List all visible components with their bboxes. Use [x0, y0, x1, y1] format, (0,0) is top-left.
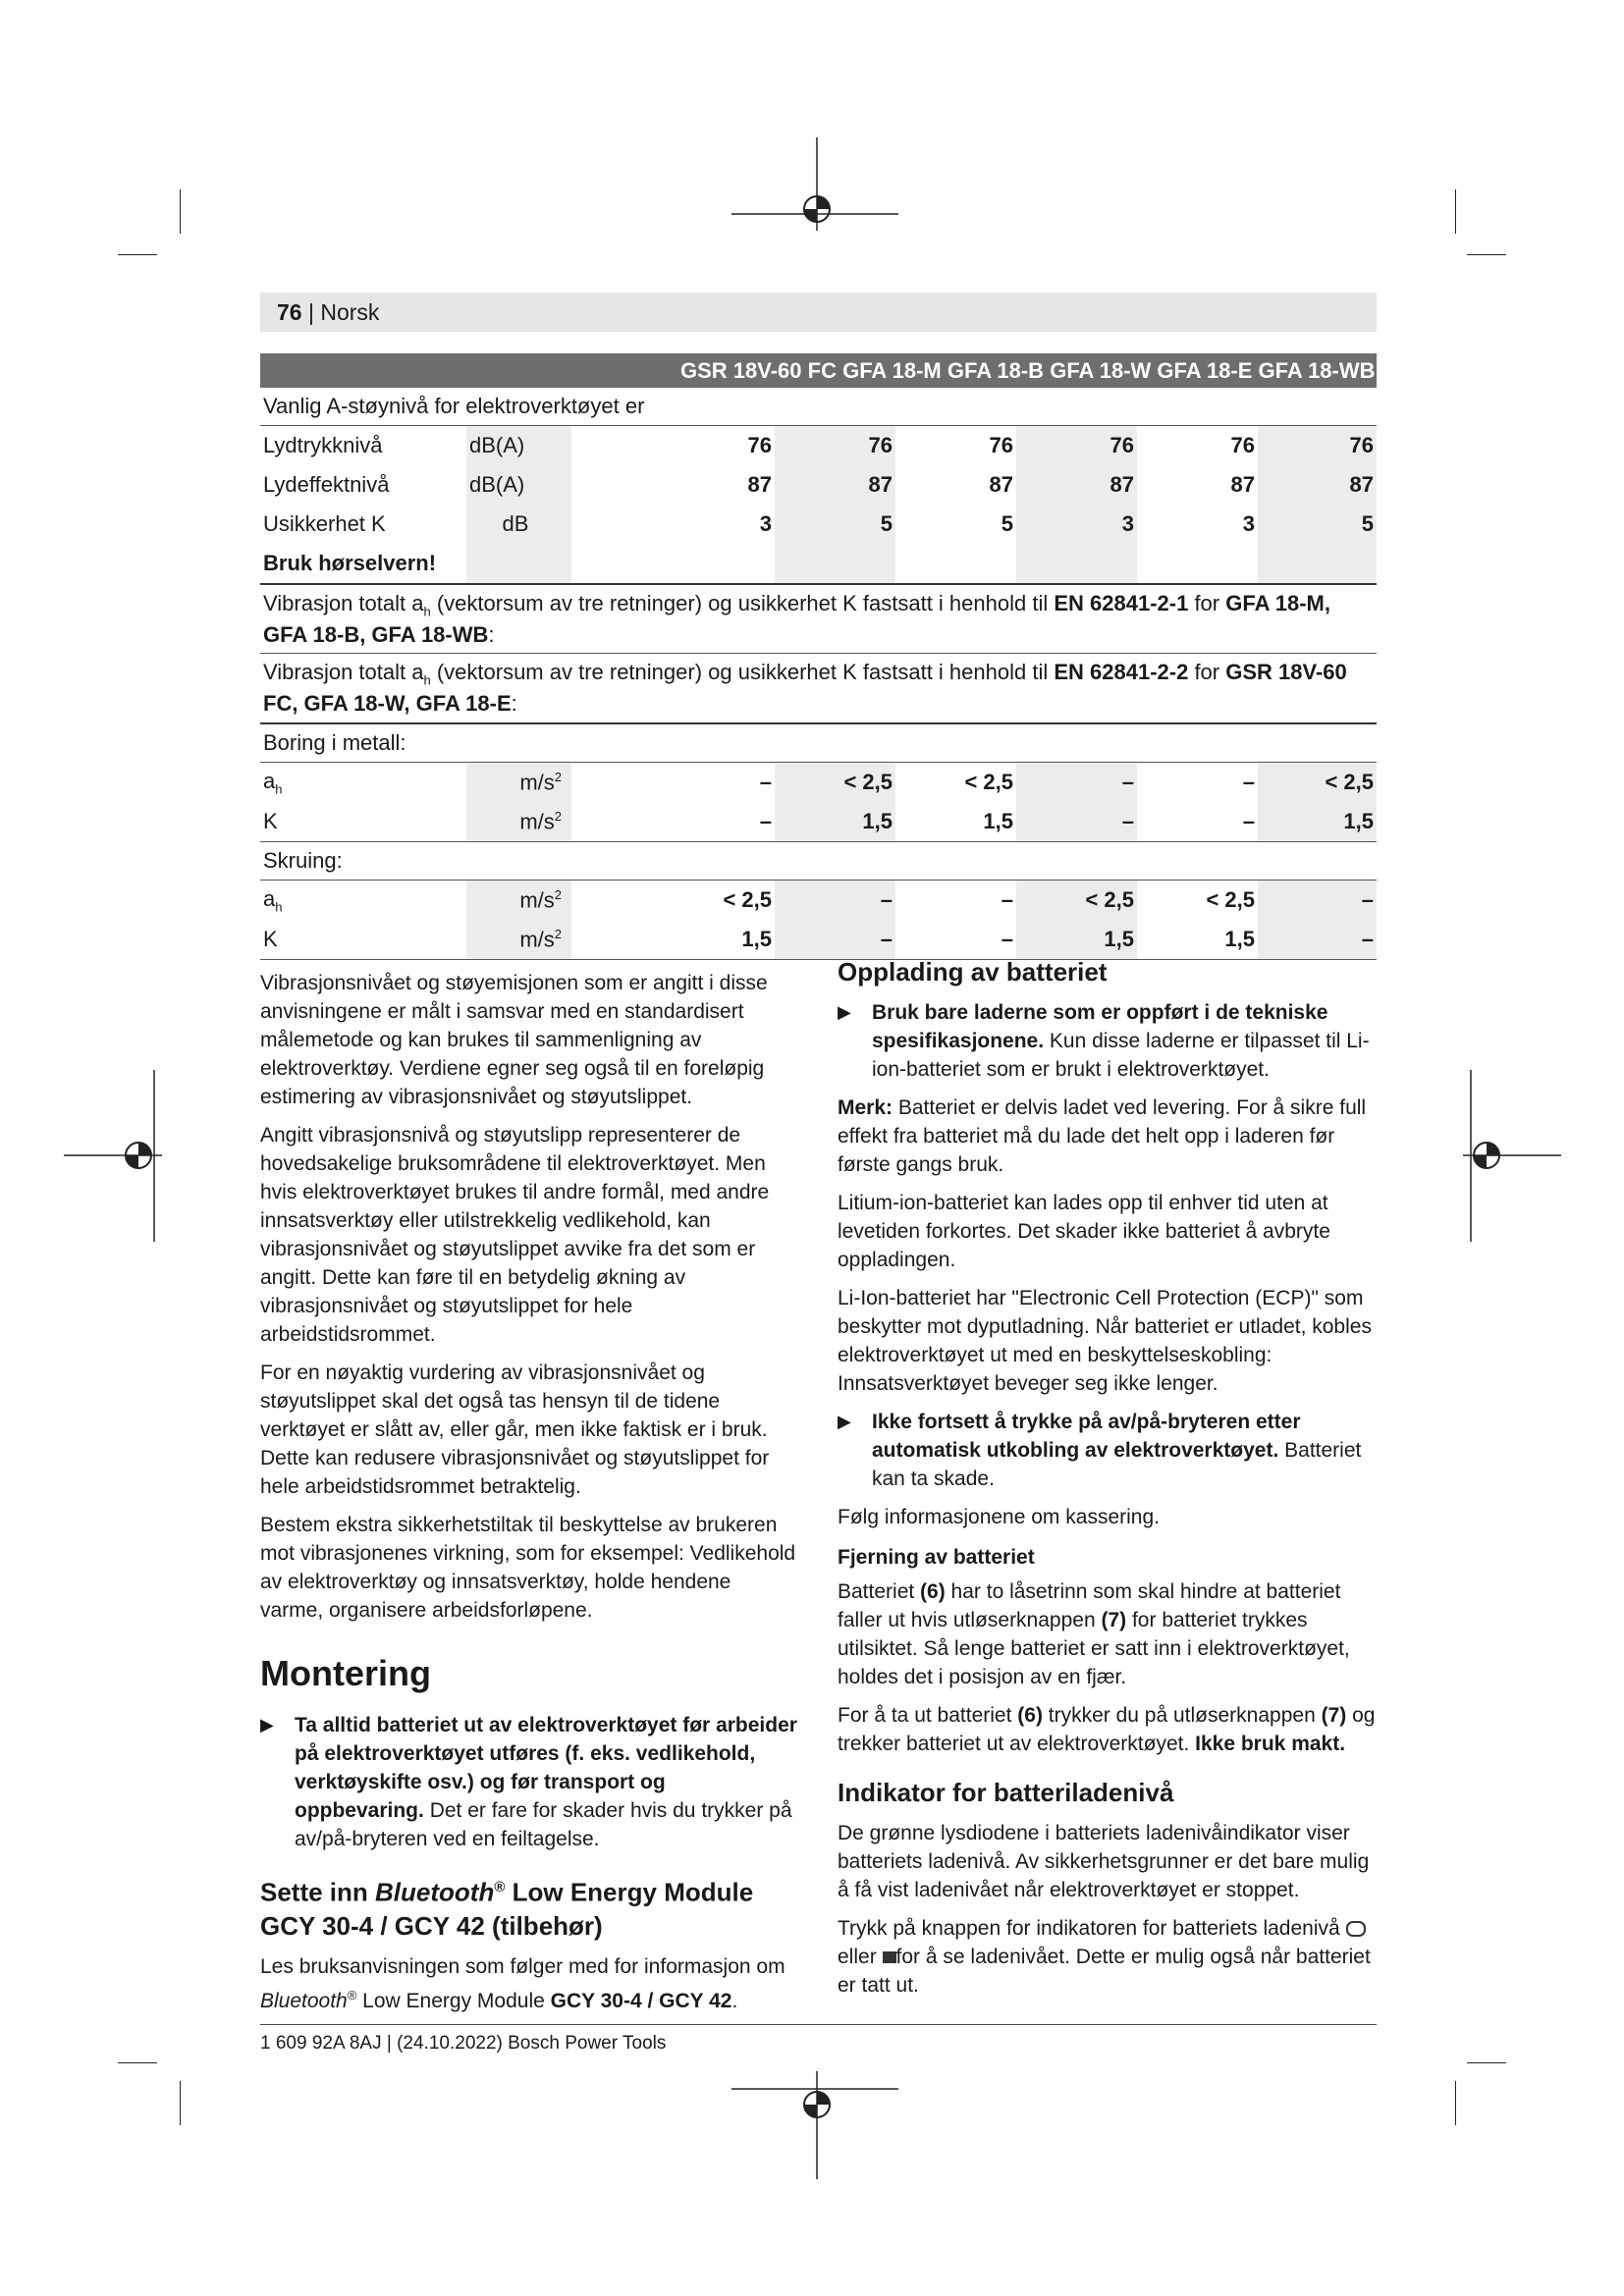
paragraph: Angitt vibrasjonsnivå og støyutslipp representerer de hovedsakelige bruksområdene til elektroverktøyet. Men hvis elektroverktøyet brukes til andre formål, med andre innsatsverktøy eller utilstrekkelig vedlikehold, kan vibrasjonsnivået og støyutslippet avvike fra det som er angitt. Dette kan føre til en betydelig økning av vibrasjonsnivået og støyutslippet for hele arbeidstidsrommet. — [260, 1124, 770, 1346]
table-cell: – — [775, 920, 895, 960]
bullet-bold-text: Ta alltid batteriet ut av elektroverktøyet før arbeider på elektroverktøyet utføres (f. eks. vedlikehold, verktøyskifte osv.) og før transport og oppbevaring. — [295, 1714, 797, 1822]
superscript: 2 — [554, 926, 562, 941]
standard-ref: EN 62841-2-2 — [1054, 660, 1189, 685]
text: Batteriet er delvis ladet ved levering. For å sikre full effekt fra batteriet må du lade det helt opp i laderen før første gangs bruk. — [838, 1096, 1367, 1176]
model-header: GFA 18-B — [947, 357, 1045, 383]
table-row — [260, 425, 1377, 465]
text: Les bruksanvisningen som følger med for informasjon om — [260, 1954, 785, 1978]
battery-button-icon — [883, 1951, 896, 1963]
table-cell: – — [1016, 802, 1137, 842]
table-cell: 1,5 — [895, 802, 1016, 842]
model-header: GFA 18-WB — [1258, 357, 1376, 383]
bold-text: GCY 30-4 / GCY 42 — [550, 1989, 732, 2012]
subscript: h — [423, 672, 431, 688]
table-cell: 76 — [747, 432, 772, 457]
row-label: Usikkerhet K — [263, 510, 386, 536]
unit-text: m/s — [519, 809, 555, 834]
subscript: h — [275, 899, 283, 915]
table-row — [260, 880, 1377, 920]
table-cell: 87 — [1016, 465, 1137, 505]
table-cell: 5 — [775, 505, 895, 544]
table-cell: 87 — [747, 471, 772, 497]
paragraph: Vibrasjonsnivået og støyemisjonen som er angitt i disse anvisningene er målt i samsvar med en standardisert målemetode og kan brukes til sammenligning av elektroverktøy. Verdiene egner seg også til en foreløpig estimering av vibrasjonsnivået og støyutslippet. — [260, 972, 768, 1108]
symbol: a — [263, 768, 276, 793]
table-row — [260, 505, 1377, 544]
header-separator: | — [301, 299, 321, 325]
table-cell: 76 — [1016, 425, 1137, 465]
header-language: Norsk — [320, 299, 380, 325]
paragraph: Li-Ion-batteriet har "Electronic Cell Protection (ECP)" som beskytter mot dyputladning. Når batteriet er utladet, kobles elektroverktøyet ut med en beskyttelseskobling: Innsatsverktøyet beveger seg ikke lenger. — [838, 1287, 1372, 1395]
table-row — [260, 465, 1377, 505]
table-cell: 5 — [1001, 510, 1013, 536]
row-unit: dB — [466, 505, 571, 544]
bullet-text: Batteriet kan ta skade. — [872, 1439, 1362, 1490]
superscript: 2 — [554, 886, 562, 902]
table-cell: 1,5 — [1258, 802, 1377, 842]
table-cell: 3 — [1242, 510, 1255, 536]
row-label — [260, 802, 466, 842]
bullet-bold-text: Bruk bare laderne som er oppført i de tekniske spesifikasjonene. — [872, 1001, 1328, 1052]
noise-heading-row — [260, 388, 1377, 425]
triangle-bullet-icon: ▶ — [838, 1002, 851, 1022]
table-cell: 1,5 — [1016, 920, 1137, 960]
italic-text: Bluetooth — [260, 1989, 348, 2012]
text: Batteriet — [838, 1580, 921, 1603]
table-cell: 87 — [989, 471, 1013, 497]
model-list: GSR 18V-60 FC, GFA 18-W, GFA 18-E — [263, 660, 1347, 717]
paragraph — [838, 1094, 1377, 1179]
table-cell: 1,5 — [775, 802, 895, 842]
crop-mark — [1467, 254, 1506, 255]
table-cell: – — [895, 920, 1016, 960]
drilling-heading-row — [260, 723, 1377, 763]
crop-mark — [1455, 2081, 1456, 2125]
text: . — [731, 1989, 738, 2012]
unit-text: m/s — [519, 887, 555, 913]
battery-gauge-icon — [1346, 1921, 1366, 1937]
table-row — [260, 802, 1377, 842]
table-cell: < 2,5 — [723, 886, 772, 912]
row-label — [260, 762, 466, 802]
registration-target-icon — [64, 1070, 162, 1242]
bold-text: Merk: — [838, 1096, 893, 1119]
symbol: K — [263, 808, 278, 833]
table-cell: 76 — [775, 425, 895, 465]
table-row — [260, 544, 1377, 584]
spec-table-header — [260, 353, 1377, 388]
paragraph — [838, 1577, 1377, 1691]
registered-mark: ® — [494, 1879, 506, 1896]
model-header: GFA 18-W — [1050, 357, 1152, 383]
text: for batteriet trykkes utilsiktet. Så lenge batteriet er satt inn i elektroverktøyet, holdes det i posisjon av en fjær. — [838, 1609, 1350, 1688]
row-unit: dB(A) — [466, 425, 571, 465]
vibration-note-row — [260, 654, 1377, 723]
crop-mark — [118, 2062, 157, 2063]
table-cell: 5 — [1258, 505, 1377, 544]
section-heading-indikator: Indikator for batteriladenivå — [838, 1778, 1174, 1807]
row-label: Lydtrykknivå — [263, 432, 383, 457]
text: eller — [838, 1946, 883, 1968]
row-label — [260, 920, 466, 960]
drilling-heading: Boring i metall: — [260, 723, 1377, 763]
warning-bullet — [260, 1711, 798, 1853]
table-cell: < 2,5 — [1206, 886, 1255, 912]
table-cell: 3 — [759, 510, 772, 536]
subheading-fjerning: Fjerning av batteriet — [838, 1546, 1035, 1569]
table-cell: – — [1258, 880, 1377, 920]
table-row — [260, 762, 1377, 802]
text: For å ta ut batteriet — [838, 1704, 1018, 1727]
unit-text: m/s — [519, 927, 555, 952]
table-cell: 1,5 — [1137, 920, 1258, 960]
row-unit — [466, 762, 571, 802]
registration-target-icon — [731, 2071, 898, 2189]
row-unit — [466, 880, 571, 920]
registration-target-icon — [1463, 1070, 1561, 1242]
triangle-bullet-icon: ▶ — [838, 1412, 851, 1431]
table-cell: 76 — [1230, 432, 1255, 457]
paragraph: Litium-ion-batteriet kan lades opp til enhver tid uten at levetiden forkortes. Det skader ikke batteriet å avbryte oppladingen. — [838, 1192, 1330, 1271]
heading-text: Low Energy Module GCY 30-4 / GCY 42 (tilbehør) — [260, 1877, 754, 1941]
warning-bullet — [838, 1408, 1377, 1493]
table-cell: 87 — [775, 465, 895, 505]
text: trykker du på utløserknappen — [1042, 1704, 1322, 1727]
table-cell: < 2,5 — [1258, 762, 1377, 802]
section-heading-opplading: Opplading av batteriet — [838, 957, 1108, 987]
text: Trykk på knappen for indikatoren for batteriets ladenivå — [838, 1917, 1346, 1940]
table-cell: – — [1242, 769, 1255, 794]
table-cell: 76 — [989, 432, 1013, 457]
bullet-text: Det er fare for skader hvis du trykker på av/på-bryteren ved en feiltagelse. — [295, 1799, 792, 1850]
superscript: 2 — [554, 808, 562, 824]
paragraph: Følg informasjonene om kassering. — [838, 1506, 1160, 1528]
model-header: GFA 18-E — [1157, 357, 1253, 383]
row-label — [260, 880, 466, 920]
noise-heading: Vanlig A-støynivå for elektroverktøyet er — [260, 388, 1377, 425]
text: Vibrasjon totalt a — [263, 660, 424, 685]
page-footer: 1 609 92A 8AJ | (24.10.2022) Bosch Power Tools — [260, 2033, 667, 2054]
text: Vibrasjon totalt a — [263, 590, 424, 615]
paragraph: For en nøyaktig vurdering av vibrasjonsnivået og støyutslippet skal det også tas hensyn til de tidene verktøyet er slått av, eller går, men ikke faktisk er i bruk. Dette kan redusere vibrasjonsnivået og støyutslippet for hele arbeidstidsrommet betraktelig. — [260, 1362, 770, 1498]
footer-divider — [260, 2024, 1377, 2025]
text: Low Energy Module — [356, 1989, 551, 2012]
row-unit — [466, 920, 571, 960]
crop-mark — [1455, 189, 1456, 234]
screwing-heading-row — [260, 841, 1377, 880]
row-label: Lydeffektnivå — [263, 471, 390, 497]
table-cell: 1,5 — [571, 920, 775, 960]
warning-bullet — [838, 998, 1377, 1084]
registered-mark: ® — [347, 1987, 357, 2002]
model-header: GSR 18V-60 FC — [680, 357, 837, 383]
vibration-note — [260, 654, 1377, 723]
heading-text: Sette inn — [260, 1877, 376, 1907]
symbol: a — [263, 885, 276, 911]
paragraph: De grønne lysdiodene i batteriets ladenivåindikator viser batteriets ladenivå. Av sikkerhetsgrunner er det bare mulig å få vist ladenivået når elektroverktøyet er stoppet. — [838, 1822, 1370, 1901]
table-cell: 3 — [1016, 505, 1137, 544]
triangle-bullet-icon: ▶ — [260, 1715, 274, 1735]
ref-number: (6) — [1017, 1704, 1043, 1727]
ref-number: (7) — [1101, 1609, 1127, 1631]
crop-mark — [118, 254, 157, 255]
hearing-protection-warning: Bruk hørselvern! — [263, 550, 437, 575]
text: har to låsetrinn som skal hindre at batteriet faller ut hvis utløserknappen — [838, 1580, 1341, 1631]
table-cell: – — [759, 769, 772, 794]
page-number: 76 — [277, 299, 302, 325]
paragraph — [260, 1952, 798, 2015]
text: : — [488, 621, 495, 647]
table-cell: – — [775, 880, 895, 920]
unit-text: m/s — [519, 770, 555, 795]
ref-number: (6) — [920, 1580, 946, 1603]
table-cell: 87 — [1230, 471, 1255, 497]
subscript: h — [423, 604, 431, 619]
model-list: GFA 18-M, GFA 18-B, GFA 18-WB — [263, 590, 1330, 647]
bullet-text: Kun disse laderne er tilpasset til Li-ion-batteriet som er brukt i elektroverktøyet. — [872, 1030, 1370, 1081]
table-cell: 76 — [1258, 425, 1377, 465]
text: og trekker batteriet ut av elektroverktøyet. — [838, 1704, 1376, 1755]
model-header: GFA 18-M — [842, 357, 942, 383]
vibration-note-row — [260, 584, 1377, 654]
subscript: h — [275, 781, 283, 797]
text: : — [511, 691, 517, 717]
table-cell: 87 — [1258, 465, 1377, 505]
paragraph — [838, 1914, 1377, 2000]
text: (vektorsum av tre retninger) og usikkerhet K fastsatt i henhold til — [430, 590, 1055, 615]
paragraph — [838, 1701, 1377, 1758]
row-unit — [466, 802, 571, 842]
table-cell: – — [571, 802, 775, 842]
table-cell: – — [1016, 762, 1137, 802]
crop-mark — [180, 2081, 181, 2125]
text: for — [1188, 590, 1226, 615]
ref-number: (7) — [1321, 1704, 1347, 1727]
screwing-heading: Skruing: — [260, 841, 1377, 880]
crop-mark — [180, 189, 181, 234]
section-heading-bluetooth — [260, 1871, 798, 1943]
table-cell: < 2,5 — [964, 769, 1013, 794]
text: for — [1188, 660, 1226, 685]
standard-ref: EN 62841-2-1 — [1054, 590, 1189, 615]
bullet-bold-text: Ikke fortsett å trykke på av/på-bryteren etter automatisk utkobling av elektroverktøyet. — [872, 1411, 1301, 1462]
spec-table — [260, 353, 1377, 960]
section-heading-montering: Montering — [260, 1653, 431, 1693]
table-cell: – — [1001, 886, 1013, 912]
table-cell: < 2,5 — [1016, 880, 1137, 920]
text: (vektorsum av tre retninger) og usikkerhet K fastsatt i henhold til — [430, 660, 1055, 685]
table-cell: < 2,5 — [775, 762, 895, 802]
row-unit: dB(A) — [466, 465, 571, 505]
bold-text: Ikke bruk makt. — [1195, 1733, 1346, 1755]
table-cell: – — [1137, 802, 1258, 842]
registration-target-icon — [731, 137, 898, 255]
table-row — [260, 920, 1377, 960]
text: for å se ladenivået. Dette er mulig også når batteriet er tatt ut. — [838, 1946, 1371, 1997]
table-cell: – — [1258, 920, 1377, 960]
right-column — [838, 955, 1377, 2009]
page-header — [260, 293, 1377, 332]
paragraph: Bestem ekstra sikkerhetstiltak til beskyttelse av brukeren mot vibrasjonenes virkning, som for eksempel: Vedlikehold av elektroverktøy og innsatsverktøy, holde hendene varme, organisere arbeidsforløpene. — [260, 1514, 796, 1622]
left-column — [260, 969, 798, 2025]
crop-mark — [1467, 2062, 1506, 2063]
vibration-note — [260, 584, 1377, 654]
heading-italic: Bluetooth — [375, 1877, 495, 1907]
superscript: 2 — [554, 769, 562, 784]
symbol: K — [263, 926, 278, 951]
